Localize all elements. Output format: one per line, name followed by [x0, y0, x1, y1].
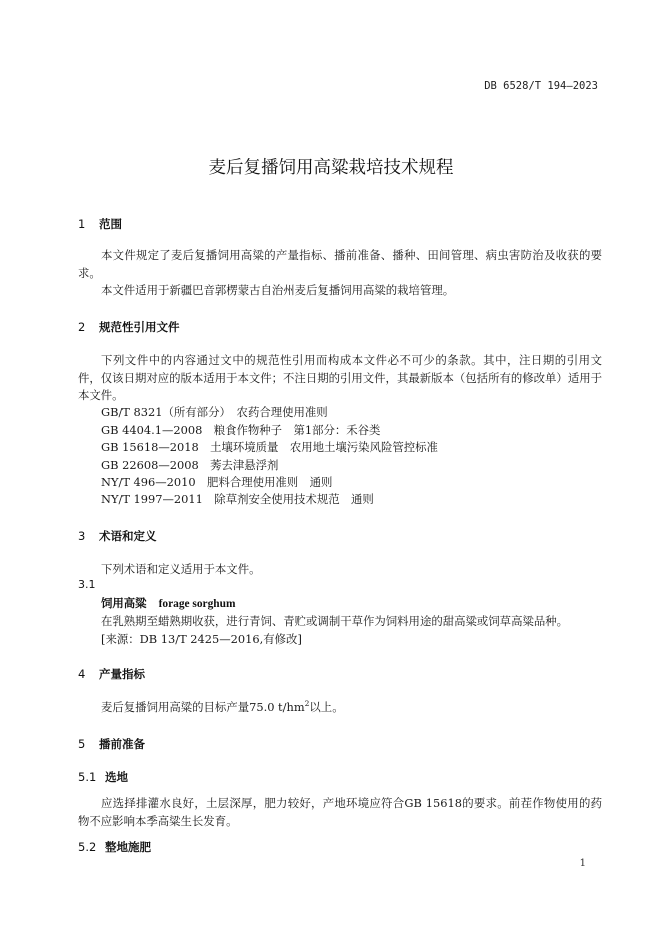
- page-number: 1: [579, 858, 586, 869]
- section-number: 4: [78, 667, 86, 681]
- section-number: 3: [78, 529, 86, 543]
- subsection-5-2-heading: [78, 839, 151, 855]
- term-name: [101, 595, 235, 611]
- section-2-intro: 下列文件中的内容通过文中的规范性引用而构成本文件必不可少的条款。其中，注日期的引用文件，仅该日期对应的版本适用于本文件；不注日期的引用文件，其最新版本（包括所有的修改单）适用于本文件。: [78, 353, 602, 402]
- subsection-number: 5.2: [78, 840, 97, 854]
- section-number: 1: [78, 217, 86, 231]
- reference-item: GB/T 8321（所有部分） 农药合理使用准则: [101, 405, 328, 419]
- yield-target-text: [101, 699, 344, 715]
- yield-text-end: 以上。: [309, 700, 344, 714]
- section-title: 产量指标: [99, 667, 145, 681]
- section-3-intro: 下列术语和定义适用于本文件。: [101, 562, 261, 576]
- term-source: [来源：DB 13/T 2425—2016,有修改]: [101, 632, 302, 646]
- section-5-heading: [78, 736, 145, 752]
- term-definition: 在乳熟期至蜡熟期收获，进行青饲、青贮或调制干草作为饲料用途的甜高粱或饲草高粱品种。: [101, 614, 569, 628]
- reference-item: NY/T 496—2010 肥料合理使用准则 通则: [101, 475, 333, 489]
- term-number: 3.1: [78, 578, 96, 591]
- section-number: 2: [78, 320, 86, 334]
- document-title: 麦后复播饲用高粱栽培技术规程: [208, 158, 454, 178]
- standard-number: DB 6528/T 194—2023: [484, 80, 598, 92]
- unit-superscript: 2: [304, 699, 310, 709]
- section-3-heading: [78, 528, 157, 544]
- section-1-paragraph-2: 本文件适用于新疆巴音郭楞蒙古自治州麦后复播饲用高粱的栽培管理。: [101, 283, 455, 297]
- reference-item: GB 15618—2018 土壤环境质量 农用地土壤污染风险管控标准: [101, 440, 438, 454]
- section-title: 范围: [99, 217, 122, 231]
- section-title: 规范性引用文件: [99, 320, 180, 334]
- term-name-chinese: 饲用高粱: [101, 596, 147, 610]
- term-name-english: forage sorghum: [158, 598, 236, 610]
- section-title: 播前准备: [99, 737, 145, 751]
- subsection-title: 整地施肥: [105, 840, 151, 854]
- section-2-heading: [78, 319, 180, 335]
- subsection-5-1-heading: [78, 769, 128, 785]
- subsection-number: 5.1: [78, 770, 97, 784]
- reference-item: GB 4404.1—2008 粮食作物种子 第1部分：禾谷类: [101, 423, 381, 437]
- section-title: 术语和定义: [99, 529, 157, 543]
- section-1-heading: [78, 216, 122, 232]
- subsection-title: 选地: [105, 770, 128, 784]
- subsection-5-1-paragraph: 应选择排灌水良好，土层深厚，肥力较好，产地环境应符合GB 15618的要求。前茬作物使用的药物不应影响本季高粱生长发育。: [78, 796, 602, 828]
- section-1-paragraph-1: 本文件规定了麦后复播饲用高粱的产量指标、播前准备、播种、田间管理、病虫害防治及收获的要求。: [78, 248, 602, 280]
- section-4-heading: [78, 666, 145, 682]
- section-number: 5: [78, 737, 86, 751]
- yield-text-main: 麦后复播饲用高粱的目标产量75.0 t/hm: [101, 700, 305, 714]
- reference-item: GB 22608—2008 莠去津悬浮剂: [101, 458, 279, 472]
- reference-item: NY/T 1997—2011 除草剂安全使用技术规范 通则: [101, 492, 374, 506]
